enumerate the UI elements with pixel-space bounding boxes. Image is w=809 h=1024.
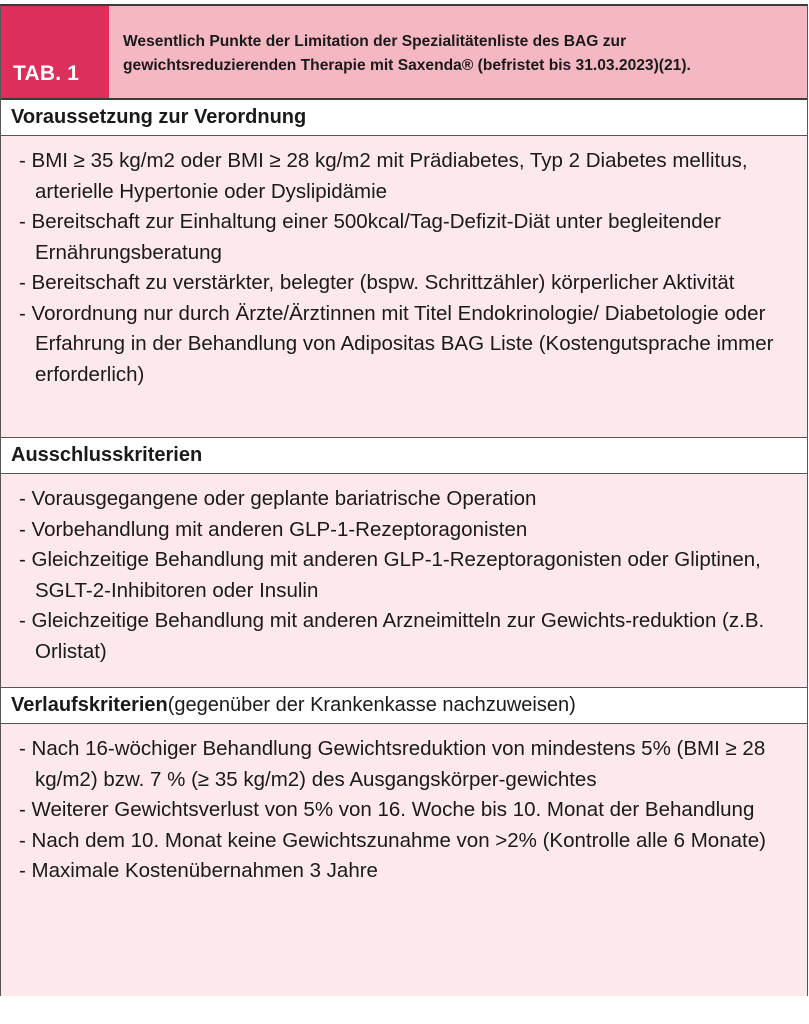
list-item: - Vorausgegangene oder geplante bariatrische Operation <box>11 484 797 515</box>
list-item: - Gleichzeitige Behandlung mit anderen GLP-1-Rezeptoragonisten oder Gliptinen, SGLT-2-Inhibitoren oder Insulin <box>11 545 797 606</box>
section-heading-verlauf <box>1 688 807 724</box>
section-body-verlauf <box>1 724 807 996</box>
section-heading-voraussetzung <box>1 100 807 136</box>
list-item: - Bereitschaft zu verstärkter, belegter (bspw. Schrittzähler) körperlicher Aktivität <box>11 268 797 299</box>
limitation-table <box>0 4 808 996</box>
table-caption: Wesentlich Punkte der Limitation der Spezialitätenliste des BAG zur gewichtsreduzierenden Therapie mit Saxenda® (befristet bis 31.03.2023)(21). <box>123 33 691 74</box>
section-body-ausschluss <box>1 474 807 688</box>
section-heading-text: Ausschlusskriterien <box>11 444 203 466</box>
list-item: - Vorordnung nur durch Ärzte/Ärztinnen mit Titel Endokrinologie/ Diabetologie oder Erfahrung in der Behandlung von Adipositas BAG Liste (Kostengutsprache immer erforderlich) <box>11 299 797 391</box>
section-heading-note: (gegenüber der Krankenkasse nachzuweisen) <box>167 694 576 716</box>
table-number: TAB. 1 <box>1 6 109 98</box>
list-item: - Vorbehandlung mit anderen GLP-1-Rezeptoragonisten <box>11 515 797 546</box>
list-item: - Gleichzeitige Behandlung mit anderen Arzneimitteln zur Gewichts-reduktion (z.B. Orlistat) <box>11 606 797 667</box>
list-item: - Weiterer Gewichtsverlust von 5% von 16. Woche bis 10. Monat der Behandlung <box>11 795 797 826</box>
list-item: - Nach dem 10. Monat keine Gewichtszunahme von >2% (Kontrolle alle 6 Monate) <box>11 826 797 857</box>
list-item: - BMI ≥ 35 kg/m2 oder BMI ≥ 28 kg/m2 mit Prädiabetes, Typ 2 Diabetes mellitus, arterielle Hypertonie oder Dyslipidämie <box>11 146 797 207</box>
section-body-voraussetzung <box>1 136 807 438</box>
section-heading-text: Verlaufskriterien <box>11 694 168 716</box>
list-item: - Bereitschaft zur Einhaltung einer 500kcal/Tag-Defizit-Diät unter begleitender Ernährungsberatung <box>11 207 797 268</box>
section-heading-ausschluss <box>1 438 807 474</box>
table-header <box>1 6 807 100</box>
list-item: - Nach 16-wöchiger Behandlung Gewichtsreduktion von mindestens 5% (BMI ≥ 28 kg/m2) bzw. 7 % (≥ 35 kg/m2) des Ausgangskörper-gewichtes <box>11 734 797 795</box>
section-heading-text: Voraussetzung zur Verordnung <box>11 106 307 128</box>
list-item: - Maximale Kostenübernahmen 3 Jahre <box>11 856 797 887</box>
